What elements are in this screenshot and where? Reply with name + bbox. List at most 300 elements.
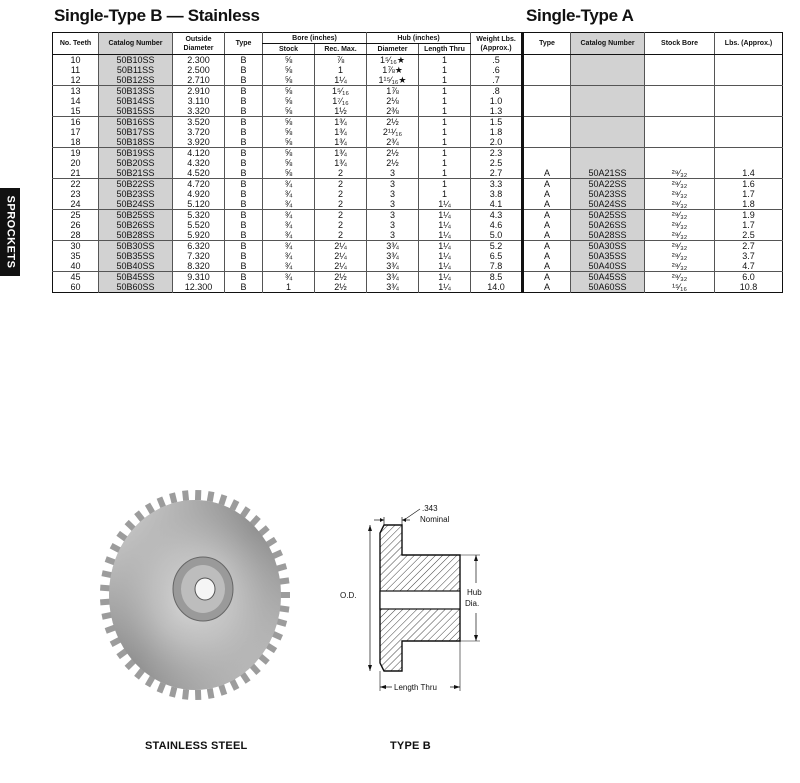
table-row — [53, 261, 783, 272]
cell-a-catalog — [571, 158, 645, 168]
cell-hub-diameter: 3¾ — [367, 272, 419, 283]
hdr-bore-group: Bore (inches) — [263, 33, 367, 44]
table-row — [53, 117, 783, 128]
cell-od: 4.120 — [173, 148, 225, 159]
cell-type: B — [225, 220, 263, 230]
cell-stock: ¾ — [263, 230, 315, 241]
cell-od: 4.320 — [173, 158, 225, 168]
cell-a-type — [523, 148, 571, 159]
cell-a-lbs: 4.7 — [715, 261, 783, 272]
cell-rec-max: 1¾ — [315, 158, 367, 168]
hdr-length-thru: Length Thru — [419, 44, 471, 55]
cell-type: B — [225, 148, 263, 159]
cell-a-stock-bore — [645, 96, 715, 106]
cell-a-type: A — [523, 220, 571, 230]
cell-a-catalog: 50A24SS — [571, 199, 645, 210]
cell-teeth: 21 — [53, 168, 99, 179]
table-row — [53, 210, 783, 221]
cell-stock: ¾ — [263, 251, 315, 261]
cell-catalog: 50B16SS — [99, 117, 173, 128]
cell-a-type — [523, 127, 571, 137]
cell-stock: ⅝ — [263, 106, 315, 117]
cell-weight: 1.5 — [471, 117, 523, 128]
cell-stock: ⅝ — [263, 158, 315, 168]
cell-weight: 1.3 — [471, 106, 523, 117]
cell-a-lbs: 2.5 — [715, 230, 783, 241]
cell-od: 4.920 — [173, 189, 225, 199]
cell-a-type: A — [523, 272, 571, 283]
cell-catalog: 50B15SS — [99, 106, 173, 117]
cell-catalog: 50B23SS — [99, 189, 173, 199]
cell-od: 3.920 — [173, 137, 225, 148]
cell-length: 1 — [419, 189, 471, 199]
spec-table-body — [53, 55, 783, 293]
cell-length: 1¼ — [419, 230, 471, 241]
hdr-a-catalog: Catalog Number — [571, 33, 645, 55]
table-row — [53, 189, 783, 199]
cell-hub-diameter: 2½ — [367, 158, 419, 168]
table-row — [53, 65, 783, 75]
sprocket-tooth — [100, 599, 110, 606]
cell-length: 1 — [419, 148, 471, 159]
cell-stock: ⅝ — [263, 55, 315, 66]
cell-rec-max: 2 — [315, 189, 367, 199]
sprocket-tooth — [182, 490, 189, 501]
cell-a-stock-bore: ²⁹⁄₃₂ — [645, 210, 715, 221]
cell-type: B — [225, 168, 263, 179]
table-row — [53, 272, 783, 283]
cell-weight: 1.8 — [471, 127, 523, 137]
table-row — [53, 158, 783, 168]
cell-weight: 2.7 — [471, 168, 523, 179]
cell-catalog: 50B45SS — [99, 272, 173, 283]
cell-length: 1 — [419, 168, 471, 179]
cell-teeth: 25 — [70, 210, 81, 220]
cell-weight: 3.3 — [471, 179, 523, 190]
hdr-stock: Stock — [263, 44, 315, 55]
cell-hub-diameter: 3 — [367, 199, 419, 210]
cell-a-stock-bore: ²⁹⁄₃₂ — [645, 272, 715, 283]
cell-a-catalog: 50A35SS — [571, 251, 645, 261]
hdr-a-type: Type — [523, 33, 571, 55]
table-row — [53, 230, 783, 241]
cell-weight: 5.2 — [471, 241, 523, 252]
cell-a-lbs: 6.0 — [715, 272, 783, 283]
sprocket-bore — [195, 578, 215, 600]
hdr-weight: Weight Lbs. (Approx.) — [471, 33, 523, 55]
cell-weight: 5.0 — [471, 230, 523, 241]
cell-stock: 1 — [263, 282, 315, 293]
cell-type: B — [225, 127, 263, 137]
caption-type-b: TYPE B — [390, 740, 431, 752]
sprocket-tooth — [207, 491, 215, 502]
cell-od: 12.300 — [173, 282, 225, 293]
cell-rec-max: 2¼ — [315, 241, 367, 252]
cell-stock: ⅝ — [263, 65, 315, 75]
cell-teeth: 12 — [53, 75, 99, 86]
cell-catalog: 50B17SS — [99, 127, 173, 137]
cell-hub-diameter: 1⁵⁄₁₆★ — [367, 55, 419, 66]
type-b-drawing — [340, 495, 500, 705]
cell-a-catalog: 50A45SS — [571, 272, 645, 283]
cell-type: B — [225, 272, 263, 283]
cell-od: 2.300 — [173, 55, 225, 66]
bore-void — [380, 591, 460, 609]
cell-stock: ¾ — [263, 220, 315, 230]
cell-catalog: 50B25SS — [99, 210, 173, 221]
cell-a-type: A — [523, 261, 571, 272]
cell-type: B — [225, 55, 263, 66]
hdr-catalog-number: Catalog Number — [99, 33, 173, 55]
cell-weight: 14.0 — [471, 282, 523, 293]
table-row — [53, 179, 783, 190]
cell-weight: .5 — [471, 55, 523, 66]
cell-length: 1¼ — [419, 220, 471, 230]
cell-rec-max: 2 — [315, 179, 367, 190]
table-row — [53, 127, 783, 137]
cell-stock: ¾ — [263, 189, 315, 199]
cell-a-stock-bore: ²⁹⁄₃₂ — [645, 189, 715, 199]
caption-stainless-steel: STAINLESS STEEL — [145, 740, 248, 752]
table-row — [53, 75, 783, 86]
cell-a-lbs — [715, 148, 783, 159]
cell-a-type: A — [523, 199, 571, 210]
sprocket-tooth — [280, 592, 290, 598]
cell-catalog: 50B30SS — [99, 241, 173, 252]
cell-od: 8.320 — [173, 261, 225, 272]
cell-a-type: A — [523, 230, 571, 241]
cell-teeth: 26 — [70, 220, 81, 230]
cell-type: B — [225, 96, 263, 106]
cell-length: 1¼ — [419, 261, 471, 272]
cell-teeth: 18 — [53, 137, 99, 148]
cell-length: 1 — [419, 179, 471, 190]
cell-od: 5.520 — [173, 220, 225, 230]
cell-a-lbs: 1.9 — [715, 210, 783, 221]
cell-teeth: 30 — [70, 241, 81, 251]
cell-catalog: 50B14SS — [99, 96, 173, 106]
cell-weight: .6 — [471, 65, 523, 75]
cell-a-catalog: 50A26SS — [571, 220, 645, 230]
cell-a-lbs — [715, 75, 783, 86]
cell-type: B — [225, 210, 263, 221]
cell-stock: ⅝ — [263, 137, 315, 148]
cell-a-type — [523, 117, 571, 128]
cell-a-lbs: 10.8 — [715, 282, 783, 293]
cell-catalog: 50B35SS — [99, 251, 173, 261]
cell-rec-max: 1⁵⁄₁₆ — [315, 86, 367, 97]
cell-type: B — [225, 230, 263, 241]
cell-type: B — [225, 179, 263, 190]
cell-rec-max: 2½ — [315, 272, 367, 283]
cell-od: 3.320 — [173, 106, 225, 117]
cell-a-lbs: 2.7 — [715, 241, 783, 252]
cell-hub-diameter: 2¾ — [367, 137, 419, 148]
cell-catalog: 50B19SS — [99, 148, 173, 159]
cell-a-lbs: 1.8 — [715, 199, 783, 210]
cell-a-catalog: 50A21SS — [571, 168, 645, 179]
cell-catalog: 50B40SS — [99, 261, 173, 272]
cell-teeth: 24 — [53, 199, 99, 210]
table-row — [53, 55, 783, 66]
cell-teeth: 35 — [70, 251, 81, 261]
hdr-rec-max: Rec. Max. — [315, 44, 367, 55]
cell-od: 3.110 — [173, 96, 225, 106]
title-single-type-a: Single-Type A — [526, 6, 634, 25]
cell-length: 1 — [419, 106, 471, 117]
cell-stock: ⅝ — [263, 148, 315, 159]
cell-teeth: 10 — [70, 55, 81, 65]
cell-type: B — [225, 261, 263, 272]
cell-length: 1 — [419, 137, 471, 148]
cell-stock: ¾ — [263, 241, 315, 252]
cell-a-catalog: 50A28SS — [571, 230, 645, 241]
cell-a-type — [523, 137, 571, 148]
cell-rec-max: ⅞ — [315, 55, 367, 66]
cell-type: B — [225, 158, 263, 168]
cell-stock: ⅝ — [263, 96, 315, 106]
sprocket-tooth — [100, 585, 110, 592]
nominal-label: Nominal — [420, 515, 450, 524]
cell-type: B — [225, 137, 263, 148]
cell-weight: 8.5 — [471, 272, 523, 283]
cell-rec-max: 1 — [315, 65, 367, 75]
cell-type: B — [225, 199, 263, 210]
cell-rec-max: 1½ — [315, 106, 367, 117]
cell-a-lbs: 1.4 — [715, 168, 783, 179]
nominal-value: .343 — [422, 504, 438, 513]
cell-a-type: A — [523, 251, 571, 261]
cell-a-lbs: 1.7 — [715, 220, 783, 230]
cell-stock: ¾ — [263, 179, 315, 190]
cell-stock: ⅝ — [263, 86, 315, 97]
cell-type: B — [225, 65, 263, 75]
sprocket-tooth — [218, 684, 227, 695]
cell-length: 1¼ — [419, 199, 471, 210]
cell-length: 1 — [419, 96, 471, 106]
table-row — [53, 106, 783, 117]
cell-teeth: 20 — [70, 158, 81, 168]
header-row-groups — [53, 33, 783, 44]
side-tab-label: SPROCKETS — [4, 195, 16, 269]
cell-teeth: 28 — [53, 230, 99, 241]
cell-teeth: 11 — [70, 65, 81, 75]
cell-a-lbs — [715, 86, 783, 97]
cell-a-type: A — [523, 189, 571, 199]
cell-weight: 2.3 — [471, 148, 523, 159]
cell-a-catalog: 50A25SS — [571, 210, 645, 221]
cell-catalog: 50B10SS — [99, 55, 173, 66]
sprocket-tooth — [207, 688, 215, 699]
cell-a-catalog — [571, 55, 645, 66]
sprocket-spec-table — [52, 32, 783, 293]
cell-rec-max: 1¾ — [315, 117, 367, 128]
cell-catalog: 50B26SS — [99, 220, 173, 230]
cell-catalog: 50B11SS — [99, 65, 173, 75]
cell-rec-max: 2 — [315, 220, 367, 230]
cell-a-type — [523, 65, 571, 75]
cell-rec-max: 1⁷⁄₁₆ — [315, 96, 367, 106]
cell-a-stock-bore: ²⁹⁄₃₂ — [645, 261, 715, 272]
side-tab — [0, 188, 20, 276]
cell-teeth: 16 — [70, 117, 81, 127]
cell-od: 5.320 — [173, 210, 225, 221]
cell-a-lbs — [715, 55, 783, 66]
cell-a-catalog: 50A23SS — [571, 189, 645, 199]
cell-rec-max: 2¼ — [315, 251, 367, 261]
hdr-diameter: Diameter — [367, 44, 419, 55]
cell-rec-max: 1¾ — [315, 127, 367, 137]
cell-teeth: 45 — [70, 272, 81, 282]
sprocket-tooth — [169, 492, 177, 503]
cell-od: 2.710 — [173, 75, 225, 86]
cell-rec-max: 2 — [315, 230, 367, 241]
cell-weight: 2.0 — [471, 137, 523, 148]
cell-a-type: A — [523, 168, 571, 179]
cell-a-stock-bore — [645, 148, 715, 159]
cell-a-stock-bore: ²⁹⁄₃₂ — [645, 241, 715, 252]
cell-weight: 4.3 — [471, 210, 523, 221]
cell-a-stock-bore — [645, 127, 715, 137]
cell-type: B — [225, 117, 263, 128]
cell-catalog: 50B12SS — [99, 75, 173, 86]
cell-teeth: 17 — [70, 127, 81, 137]
cell-a-type — [523, 75, 571, 86]
cell-length: 1 — [419, 86, 471, 97]
cell-a-lbs: 1.6 — [715, 179, 783, 190]
cell-a-catalog: 50A40SS — [571, 261, 645, 272]
cell-rec-max: 1¾ — [315, 148, 367, 159]
cell-length: 1¼ — [419, 251, 471, 261]
cell-a-stock-bore: ²⁹⁄₃₂ — [645, 220, 715, 230]
cell-hub-diameter: 3 — [367, 189, 419, 199]
cell-a-catalog — [571, 137, 645, 148]
cell-rec-max: 1¼ — [315, 75, 367, 86]
cell-od: 5.920 — [173, 230, 225, 241]
cell-a-type: A — [523, 210, 571, 221]
cell-catalog: 50B13SS — [99, 86, 173, 97]
cell-a-catalog — [571, 127, 645, 137]
cell-hub-diameter: 1⅞ — [367, 86, 419, 97]
cell-catalog: 50B28SS — [99, 230, 173, 241]
cell-weight: .8 — [471, 86, 523, 97]
cell-a-catalog — [571, 65, 645, 75]
cell-stock: ⅝ — [263, 117, 315, 128]
stainless-sprocket-image — [95, 485, 295, 705]
hdr-a-stock-bore: Stock Bore — [645, 33, 715, 55]
cell-hub-diameter: 3¾ — [367, 282, 419, 293]
cell-length: 1¼ — [419, 282, 471, 293]
cell-teeth: 14 — [70, 96, 81, 106]
cell-hub-diameter: 2⅜ — [367, 106, 419, 117]
cell-a-stock-bore — [645, 117, 715, 128]
cell-a-catalog: 50A22SS — [571, 179, 645, 190]
cell-a-type — [523, 86, 571, 97]
cell-catalog: 50B24SS — [99, 199, 173, 210]
sprocket-tooth — [182, 689, 189, 700]
sprocket-tooth — [195, 690, 201, 700]
cell-a-lbs — [715, 106, 783, 117]
table-row — [53, 220, 783, 230]
cell-stock: ⅝ — [263, 75, 315, 86]
cell-a-stock-bore: ²⁹⁄₃₂ — [645, 179, 715, 190]
cell-a-catalog — [571, 96, 645, 106]
cell-length: 1¼ — [419, 272, 471, 283]
cell-hub-diameter: 3¾ — [367, 251, 419, 261]
cell-stock: ⅝ — [263, 168, 315, 179]
table-row — [53, 168, 783, 179]
table-row — [53, 199, 783, 210]
cell-hub-diameter: 2¹¹⁄₁₆ — [367, 127, 419, 137]
cell-a-type: A — [523, 282, 571, 293]
cell-a-stock-bore: ²⁹⁄₃₂ — [645, 168, 715, 179]
cell-hub-diameter: 1⅞★ — [367, 65, 419, 75]
cell-type: B — [225, 189, 263, 199]
cell-stock: ¾ — [263, 261, 315, 272]
cell-od: 3.720 — [173, 127, 225, 137]
cell-type: B — [225, 282, 263, 293]
hdr-no-teeth: No. Teeth — [53, 33, 99, 55]
cell-a-stock-bore — [645, 158, 715, 168]
cell-teeth: 13 — [70, 86, 81, 96]
cell-hub-diameter: 2½ — [367, 117, 419, 128]
cell-od: 2.910 — [173, 86, 225, 97]
cell-catalog: 50B60SS — [99, 282, 173, 293]
cell-a-type — [523, 55, 571, 66]
cell-weight: 7.8 — [471, 261, 523, 272]
cell-a-stock-bore: ²⁹⁄₃₂ — [645, 251, 715, 261]
title-single-type-b: Single-Type B — Stainless — [54, 6, 260, 25]
cell-type: B — [225, 251, 263, 261]
cell-weight: 2.5 — [471, 158, 523, 168]
table-row — [53, 148, 783, 159]
cell-a-type: A — [523, 179, 571, 190]
cell-teeth: 40 — [53, 261, 99, 272]
table-row — [53, 251, 783, 261]
cell-a-lbs — [715, 96, 783, 106]
table-row — [53, 96, 783, 106]
hdr-a-lbs: Lbs. (Approx.) — [715, 33, 783, 55]
cell-a-lbs — [715, 127, 783, 137]
cell-hub-diameter: 2⅛ — [367, 96, 419, 106]
cell-teeth: 22 — [70, 179, 81, 189]
cell-a-catalog — [571, 75, 645, 86]
cell-teeth: 19 — [70, 148, 81, 158]
cell-a-type: A — [523, 241, 571, 252]
cell-weight: 3.8 — [471, 189, 523, 199]
cell-a-stock-bore — [645, 75, 715, 86]
table-row — [53, 241, 783, 252]
cell-length: 1¼ — [419, 210, 471, 221]
cell-rec-max: 2 — [315, 199, 367, 210]
cell-od: 4.720 — [173, 179, 225, 190]
cell-hub-diameter: 3 — [367, 168, 419, 179]
hdr-type: Type — [225, 33, 263, 55]
sprocket-tooth — [218, 494, 227, 505]
cell-stock: ¾ — [263, 210, 315, 221]
cell-a-lbs — [715, 117, 783, 128]
cell-a-type — [523, 158, 571, 168]
cell-a-catalog — [571, 148, 645, 159]
cell-type: B — [225, 241, 263, 252]
cell-hub-diameter: 1¹⁵⁄₁₆★ — [367, 75, 419, 86]
cell-catalog: 50B18SS — [99, 137, 173, 148]
cell-a-lbs — [715, 137, 783, 148]
cell-stock: ⅝ — [263, 127, 315, 137]
hub-label-1: Hub — [467, 588, 482, 597]
sprocket-tooth — [169, 686, 177, 697]
cell-teeth: 60 — [70, 282, 81, 292]
